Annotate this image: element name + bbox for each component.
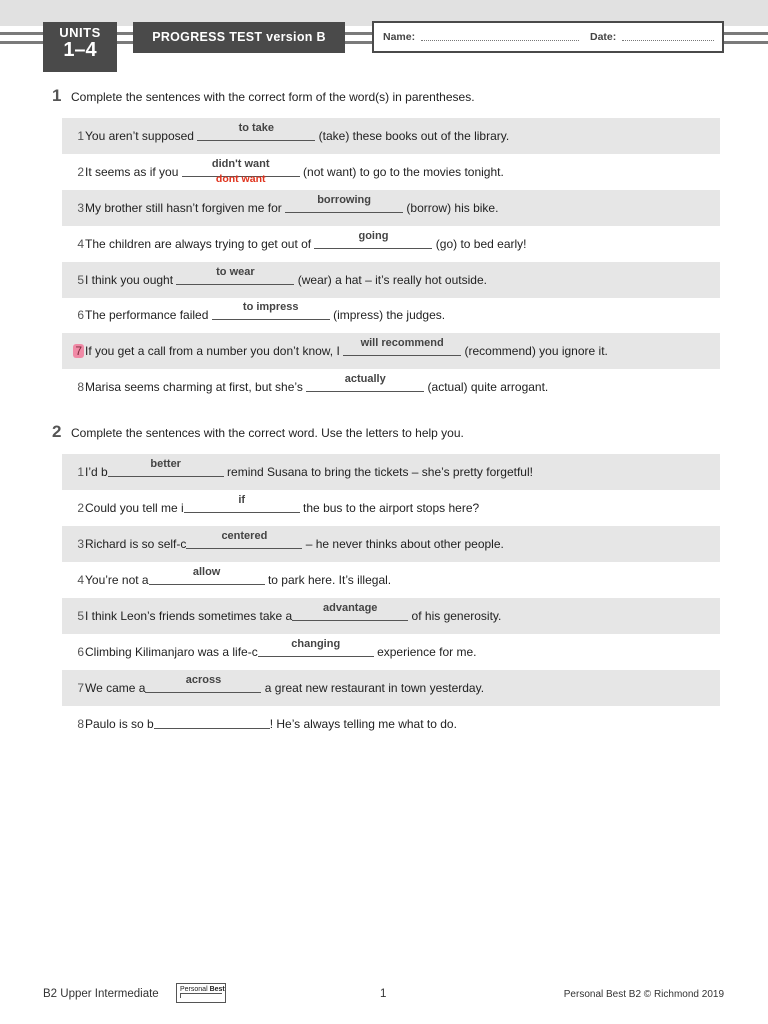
answer-blank[interactable] [197,122,315,141]
answer-blank[interactable] [108,458,224,477]
test-title: PROGRESS TEST version B [133,22,345,53]
item-text-after: ! He’s always telling me what to do. [269,717,457,731]
section-2-number: 2 [52,422,62,441]
item-text-before: You’re not a [85,573,149,587]
item-number: 4 [77,573,84,587]
item-text-after: (take) these books out of the library. [315,129,510,143]
item-text-after: (recommend) you ignore it. [461,344,608,358]
exercise-row [62,490,720,526]
units-label: UNITS [59,25,101,40]
units-badge [43,22,117,72]
date-line[interactable] [622,39,714,41]
item-text-before: The performance failed [85,308,212,322]
date-field[interactable] [590,31,714,43]
item-number: 8 [77,380,84,394]
item-text-before: My brother still hasn’t forgiven me for [85,201,286,215]
answer-blank[interactable] [145,674,261,693]
item-text-after: the bus to the airport stops here? [299,501,480,515]
exercise-row [62,262,720,298]
item-text-after: (borrow) his bike. [403,201,499,215]
exercise-row [62,333,720,369]
handwritten-answer: to impress [242,301,299,313]
answer-blank[interactable] [176,266,294,285]
item-number: 5 [77,609,84,623]
answer-blank[interactable] [306,373,424,392]
item-text-before: The children are always trying to get out of [85,237,315,251]
exercise-row [62,670,720,706]
item-text-before: I’d b [85,465,108,479]
answer-blank[interactable] [292,602,408,621]
personal-best-logo [176,983,226,1003]
exercise-row [62,598,720,634]
item-text-after: (wear) a hat – it’s really hot outside. [294,273,487,287]
item-text-before: I think Leon’s friends sometimes take a [85,609,293,623]
item-number: 3 [77,537,84,551]
exercise-row [62,634,720,670]
section-2-heading [52,422,464,442]
item-text-before: Richard is so self-c [85,537,187,551]
item-number: 7 [77,681,84,695]
logo-step-mark [180,993,222,998]
answer-blank[interactable] [285,194,403,213]
handwritten-answer: centered [221,530,268,542]
footer-copyright: Personal Best B2 © Richmond 2019 [563,989,724,1000]
item-text-before: It seems as if you [85,165,182,179]
exercise-row [62,526,720,562]
name-line[interactable] [421,39,579,41]
item-number: 6 [77,645,84,659]
handwritten-answer: will recommend [360,337,444,349]
section-1-number: 1 [52,86,62,105]
teacher-correction: dont want [215,173,266,185]
units-range: 1–4 [63,39,97,61]
answer-blank[interactable] [314,230,432,249]
exercise-row [62,190,720,226]
item-number: 3 [77,201,84,215]
handwritten-answer: to take [238,122,275,134]
item-number [62,344,85,358]
handwritten-answer: borrowing [317,194,371,206]
exercise-row [62,706,720,742]
item-text-before: You aren’t supposed [85,129,198,143]
exercise-row [62,562,720,598]
item-text-before: If you get a call from a number you don’t know, I [85,344,344,358]
handwritten-answer: across [185,674,222,686]
item-number: 2 [77,165,84,179]
item-text-before: I think you ought [85,273,177,287]
handwritten-answer: going [358,230,389,242]
answer-blank[interactable] [184,494,300,513]
answer-blank[interactable] [343,337,461,356]
handwritten-answer: to wear [216,266,255,278]
exercise-row [62,369,720,405]
item-text-after: – he never thinks about other people. [302,537,504,551]
item-text-after: remind Susana to bring the tickets – she’s pretty forgetful! [223,465,533,479]
item-text-before: We came a [85,681,146,695]
exercise-row [62,297,720,333]
item-number: 5 [77,273,84,287]
answer-blank[interactable] [149,566,265,585]
name-date-box [372,21,724,53]
section-1-heading [52,86,475,106]
item-number: 8 [77,717,84,731]
answer-blank[interactable] [258,638,374,657]
exercise-row [62,454,720,490]
page-number: 1 [380,988,387,1000]
item-text-after: experience for me. [373,645,477,659]
name-label: Name: [383,31,416,43]
handwritten-answer: if [238,494,246,506]
handwritten-answer: didn't want [211,158,270,170]
item-text-after: (impress) the judges. [329,308,446,322]
exercise-row [62,154,720,190]
handwritten-answer: better [150,458,181,470]
date-label: Date: [590,31,617,43]
item-number: 2 [77,501,84,515]
item-number: 1 [77,129,84,143]
item-text-after: (go) to bed early! [432,237,527,251]
item-text-before: Marisa seems charming at first, but she’s [85,380,307,394]
item-text-before: Climbing Kilimanjaro was a life-c [85,645,258,659]
logo-text-bold: Best [209,986,225,993]
answer-blank[interactable] [186,530,302,549]
section-2-instruction: Complete the sentences with the correct word. Use the letters to help you. [71,426,464,440]
handwritten-answer: allow [192,566,221,578]
item-text-after: (not want) to go to the movies tonight. [299,165,504,179]
handwritten-answer: advantage [323,602,378,614]
exercise-row [62,226,720,262]
item-number: 6 [77,308,84,322]
exercise-row [62,118,720,154]
answer-blank[interactable] [154,716,270,729]
logo-text-normal: Personal [180,986,210,993]
item-text-before: Paulo is so b [85,717,154,731]
item-text-after: of his generosity. [408,609,502,623]
item-number: 1 [77,465,84,479]
item-text-after: (actual) quite arrogant. [424,380,549,394]
handwritten-answer: changing [291,638,341,650]
item-text-after: to park here. It’s illegal. [264,573,392,587]
highlight-mark: 7 [75,344,82,358]
item-text-before: Could you tell me i [85,501,184,515]
item-number: 4 [77,237,84,251]
name-field[interactable] [383,31,579,43]
answer-blank[interactable] [212,301,330,320]
footer-level: B2 Upper Intermediate [43,988,159,1000]
item-text-after: a great new restaurant in town yesterday. [261,681,485,695]
handwritten-answer: actually [344,373,386,385]
section-1-instruction: Complete the sentences with the correct form of the word(s) in parentheses. [71,90,475,104]
answer-blank[interactable] [182,158,300,185]
